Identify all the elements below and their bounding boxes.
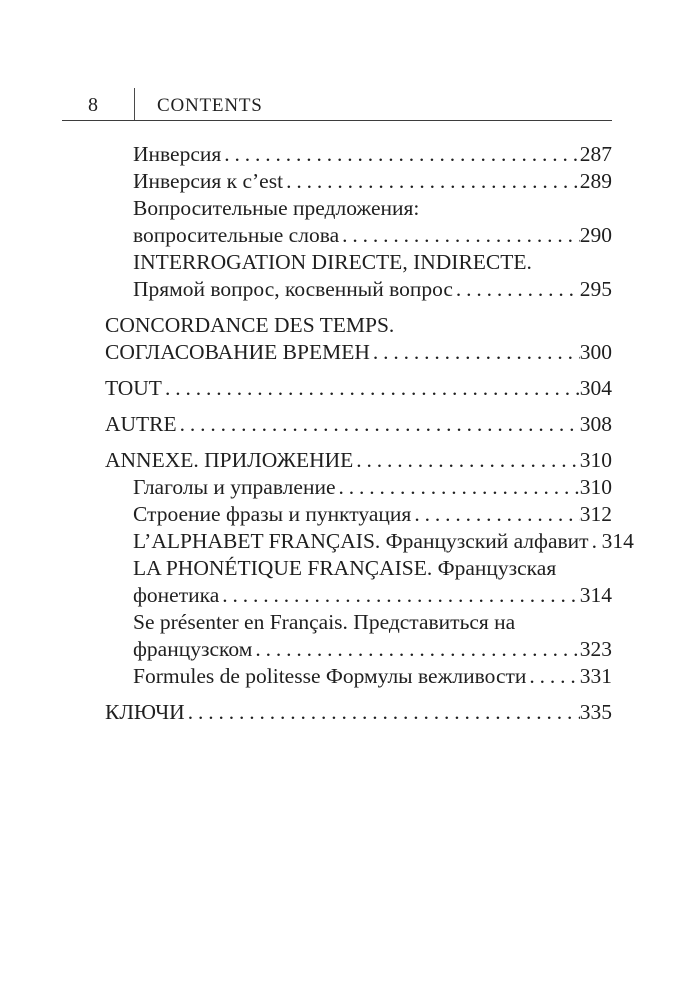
toc-entry: [62, 276, 612, 303]
toc-entry-title: ANNEXE. ПРИЛОЖЕНИЕ: [105, 448, 354, 472]
dot-leader: [180, 411, 580, 438]
toc-entry-title: L’ALPHABET FRANÇAIS. Французский алфавит: [133, 529, 589, 553]
dot-leader: [188, 699, 580, 726]
toc-entry: [62, 501, 612, 528]
toc-entry: [62, 582, 612, 609]
toc-entry-page: 295: [579, 277, 612, 301]
toc-entry-page: 314: [579, 583, 612, 607]
toc-entry: [62, 447, 612, 474]
dot-leader: [339, 474, 580, 501]
toc-entry-title: французском: [133, 637, 253, 661]
dot-leader: [286, 168, 580, 195]
toc-entry-page: 323: [579, 637, 612, 661]
toc-entry: [62, 312, 612, 339]
toc-entry: [62, 528, 634, 555]
toc-entry-title: КЛЮЧИ: [105, 700, 185, 724]
toc-entry-title: Инверсия к c’est: [133, 169, 284, 193]
toc-entry-page: 312: [579, 502, 612, 526]
toc-entry-page: 310: [579, 475, 612, 499]
toc-entry: [62, 663, 612, 690]
dot-leader: [414, 501, 579, 528]
toc-entry: [62, 339, 612, 366]
toc-entry: [62, 141, 612, 168]
toc-entry-title: СОГЛАСОВАНИЕ ВРЕМЕН: [105, 340, 370, 364]
toc-entry-page: 335: [579, 700, 612, 724]
toc-entry: [62, 222, 612, 249]
dot-leader: [373, 339, 580, 366]
toc-entry-title: Строение фразы и пунктуация: [133, 502, 412, 526]
toc-entry: [62, 636, 612, 663]
dot-leader: [342, 222, 580, 249]
dot-leader: [255, 636, 579, 663]
toc-entry-title: фонетика: [133, 583, 220, 607]
toc-entry-title: TOUT: [105, 376, 162, 400]
toc-entry: [62, 195, 612, 222]
toc-entry: [62, 375, 612, 402]
toc-entry: [62, 411, 612, 438]
toc-entry: [62, 555, 612, 582]
toc-entry: [62, 249, 612, 276]
toc-entry: [62, 609, 612, 636]
toc-entry-page: 290: [579, 223, 612, 247]
dot-leader: [356, 447, 579, 474]
toc-entry-page: 289: [579, 169, 612, 193]
toc-entry-title: Se présenter en Français. Представиться на: [133, 610, 516, 634]
toc-entry-title: Formules de politesse Формулы вежливости: [133, 664, 527, 688]
toc-entry-title: CONCORDANCE DES TEMPS.: [105, 313, 395, 337]
toc-entry-page: 331: [579, 664, 612, 688]
toc-entry-title: Вопросительные предложения:: [133, 196, 420, 220]
toc-entry-page: 287: [579, 142, 612, 166]
toc-entry-title: Инверсия: [133, 142, 222, 166]
page-number: 8: [88, 94, 98, 116]
dot-leader: [592, 528, 602, 555]
toc-entry-title: AUTRE: [105, 412, 177, 436]
dot-leader: [165, 375, 580, 402]
toc-entry-page: 308: [579, 412, 612, 436]
toc-entry: [62, 474, 612, 501]
header-title: CONTENTS: [157, 95, 263, 116]
dot-leader: [224, 141, 579, 168]
toc-entry-page: 314: [601, 529, 634, 553]
toc-entry-page: 304: [579, 376, 612, 400]
toc-entry-title: вопросительные слова: [133, 223, 340, 247]
dot-leader: [222, 582, 579, 609]
toc-entry-page: 300: [579, 340, 612, 364]
toc-entry-title: LA PHONÉTIQUE FRANÇAISE. Французская: [133, 556, 557, 580]
table-of-contents: [62, 141, 634, 726]
dot-leader: [529, 663, 579, 690]
toc-entry: [62, 699, 612, 726]
toc-entry: [62, 168, 612, 195]
toc-entry-title: Прямой вопрос, косвенный вопрос: [133, 277, 453, 301]
dot-leader: [456, 276, 580, 303]
page-header: [62, 87, 612, 121]
toc-entry-title: INTERROGATION DIRECTE, INDIRECTE.: [133, 250, 532, 274]
toc-entry-page: 310: [579, 448, 612, 472]
toc-entry-title: Глаголы и управление: [133, 475, 336, 499]
header-divider-line: [134, 88, 135, 120]
